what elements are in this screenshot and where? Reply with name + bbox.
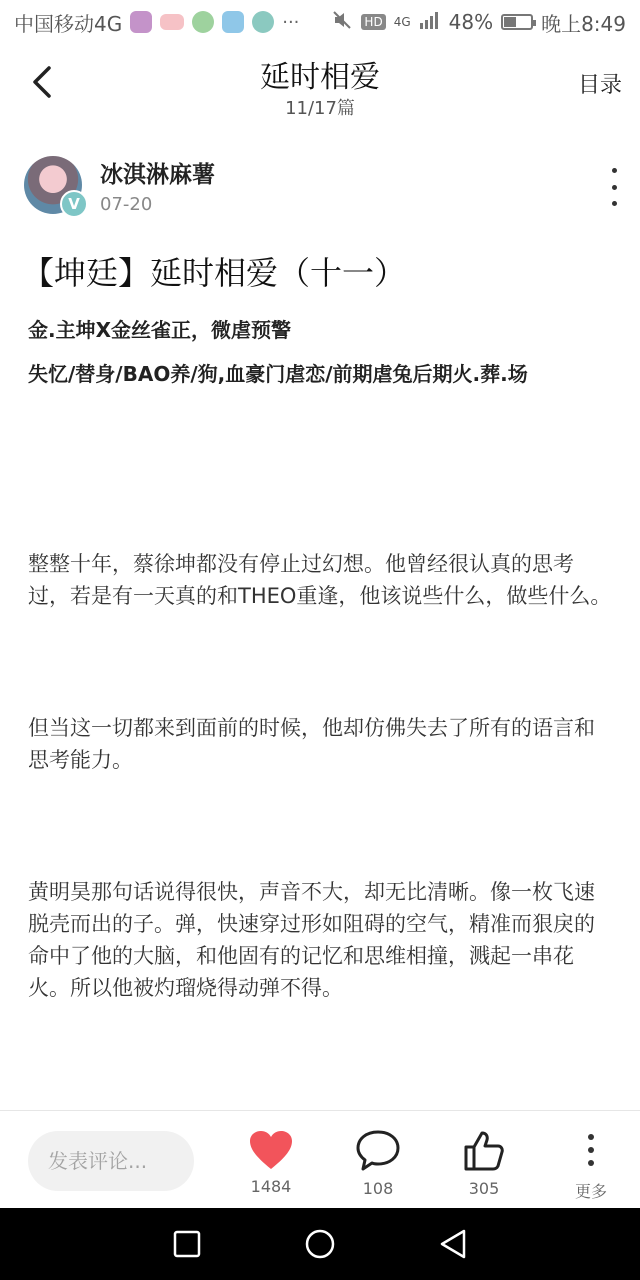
square-icon: [173, 1230, 201, 1258]
comment-input[interactable]: [28, 1131, 194, 1191]
article-tag-line: 金.主坤X金丝雀正，微虐预警: [28, 318, 292, 342]
status-right: [331, 8, 626, 37]
app-notification-icon: [130, 11, 152, 33]
comment-bubble-icon: [355, 1129, 401, 1173]
signal-icon: [419, 10, 441, 34]
more-vertical-icon: [581, 1129, 601, 1173]
article-paragraph: 整整十年，蔡徐坤都没有停止过幻想。他曾经很认真的思考过，若是有一天真的和THEO重逢，他该说些什么，做些什么。: [28, 552, 612, 608]
article-body: [22, 248, 612, 1004]
header: [0, 44, 640, 134]
circle-icon: [304, 1228, 336, 1260]
avatar[interactable]: [24, 156, 82, 214]
wechat-icon: [192, 11, 214, 33]
thumbs-up-icon: [462, 1129, 506, 1173]
like-count: 1484: [250, 1177, 292, 1196]
battery-icon: [501, 14, 533, 30]
toc-button[interactable]: 目录: [577, 73, 622, 98]
dot-icon: [612, 168, 617, 173]
like-button[interactable]: [236, 1129, 306, 1196]
comment-button[interactable]: [343, 1129, 413, 1198]
hd-badge: HD: [361, 14, 385, 30]
comment-count: 108: [362, 1179, 394, 1198]
recent-apps-button[interactable]: [167, 1224, 207, 1264]
action-bar: [0, 1110, 640, 1209]
home-button[interactable]: [300, 1224, 340, 1264]
battery-percent: 48%: [448, 10, 494, 34]
author-row: [24, 150, 624, 220]
dot-icon: [612, 201, 617, 206]
carrier-label: 中国移动4G: [14, 11, 123, 36]
back-nav-button[interactable]: [433, 1224, 473, 1264]
more-notifications-icon: ···: [282, 11, 300, 33]
more-options-button[interactable]: [604, 168, 624, 206]
dot-icon: [612, 185, 617, 190]
recommend-count: 305: [468, 1179, 500, 1198]
heart-icon: [248, 1129, 294, 1171]
recommend-button[interactable]: [449, 1129, 519, 1198]
article-title: 【坤廷】延时相爱（十一）: [22, 254, 407, 292]
page-title: 延时相爱: [260, 60, 380, 95]
article-paragraph: 但当这一切都来到面前的时候，他却仿佛失去了所有的语言和思考能力。: [28, 716, 595, 772]
article-tag-line: 失忆/替身/BAO养/狗,血豪门虐恋/前期虐兔后期火.葬.场: [28, 362, 528, 386]
weibo-icon: [160, 14, 184, 30]
system-nav-bar: [0, 1208, 640, 1280]
status-left: [14, 8, 299, 37]
author-name[interactable]: 冰淇淋麻薯: [100, 162, 215, 188]
post-date: 07-20: [100, 194, 153, 215]
more-actions-button[interactable]: [556, 1129, 626, 1202]
mute-icon: [331, 9, 353, 36]
clock: 晚上8:49: [541, 11, 626, 36]
triangle-back-icon: [438, 1228, 468, 1260]
chapter-counter: 11/17篇: [285, 98, 355, 119]
more-label: 更多: [574, 1182, 607, 1201]
bilibili-icon: [222, 11, 244, 33]
status-bar: [0, 0, 640, 44]
network-label: 4G: [393, 15, 411, 29]
article-paragraph: 黄明昊那句话说得很快，声音不大，却无比清晰。像一枚飞速脱壳而出的子。弹，快速穿过形如阻碍的空气，精准而狠戾的命中了他的大脑，和他固有的记忆和思维相撞，溅起一串花火。所以他被灼瑠烧得动弹不得。: [28, 880, 595, 1000]
battery-fill: [504, 17, 516, 27]
clock-app-icon: [252, 11, 274, 33]
verified-badge-icon: V: [60, 190, 88, 218]
